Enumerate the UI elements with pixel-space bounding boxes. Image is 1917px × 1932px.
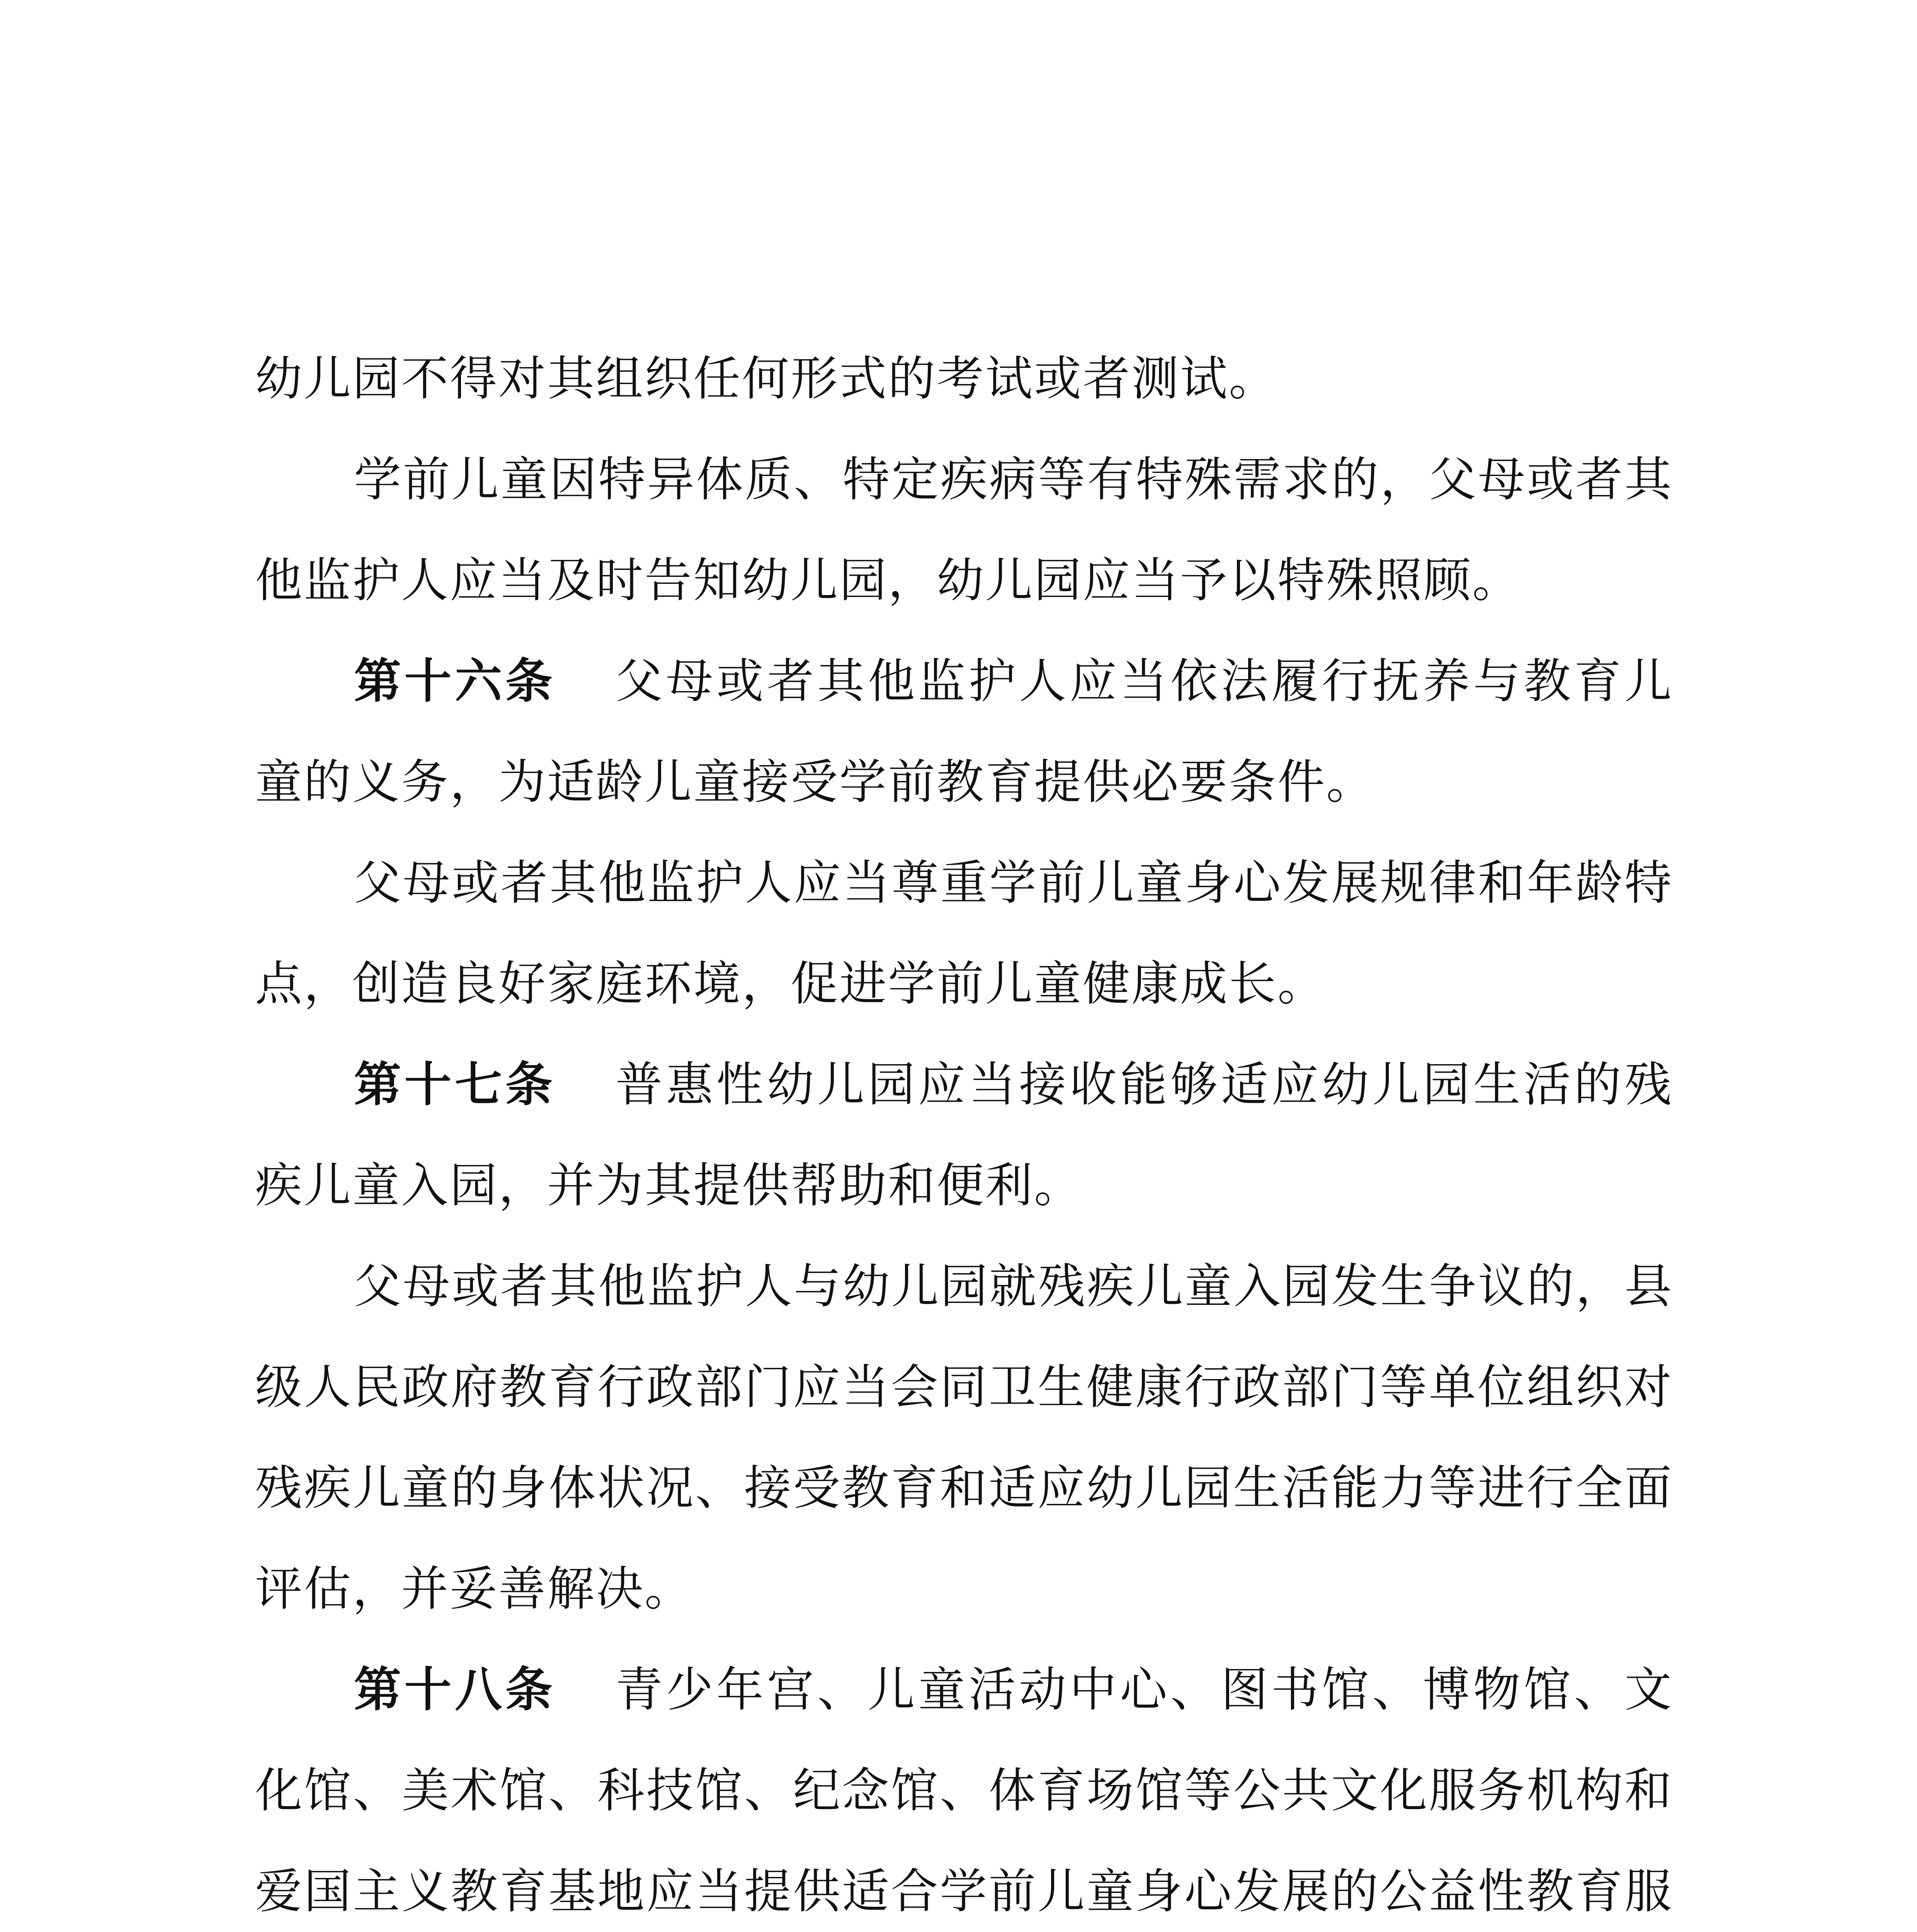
paragraph — [255, 833, 1673, 1034]
paragraph-text: 父母或者其他监护人应当依法履行抚养与教育儿童的义务，为适龄儿童接受学前教育提供必要条件。 — [255, 654, 1674, 810]
paragraph-text: 青少年宫、儿童活动中心、图书馆、博物馆、文化馆、美术馆、科技馆、纪念馆、体育场馆等公共文化服务机构和爱国主义教育基地应当提供适合学前儿童身心发展的公益性教育服 — [255, 1662, 1674, 1919]
paragraph-text: 父母或者其他监护人应当尊重学前儿童身心发展规律和年龄特点，创造良好家庭环境，促进学前儿童健康成长。 — [255, 855, 1673, 1011]
article-paragraph — [255, 1034, 1673, 1236]
paragraph — [255, 328, 1673, 429]
article-number: 第十七条 — [354, 1057, 556, 1112]
body-text — [255, 328, 1673, 1932]
article-number: 第十八条 — [354, 1662, 556, 1717]
paragraph — [255, 1236, 1673, 1639]
article-paragraph — [255, 1639, 1673, 1932]
paragraph-text: 父母或者其他监护人与幼儿园就残疾儿童入园发生争议的，县级人民政府教育行政部门应当会同卫生健康行政部门等单位组织对残疾儿童的身体状况、接受教育和适应幼儿园生活能力等进行全面评估，并妥善解决。 — [255, 1259, 1673, 1616]
article-paragraph — [255, 631, 1673, 833]
paragraph-text: 普惠性幼儿园应当接收能够适应幼儿园生活的残疾儿童入园，并为其提供帮助和便利。 — [255, 1057, 1674, 1213]
article-number: 第十六条 — [354, 654, 556, 709]
paragraph — [255, 429, 1673, 631]
paragraph-text: 幼儿园不得对其组织任何形式的考试或者测试。 — [255, 351, 1277, 406]
paragraph-text: 学前儿童因特异体质、特定疾病等有特殊需求的，父母或者其他监护人应当及时告知幼儿园，幼儿园应当予以特殊照顾。 — [255, 452, 1673, 608]
